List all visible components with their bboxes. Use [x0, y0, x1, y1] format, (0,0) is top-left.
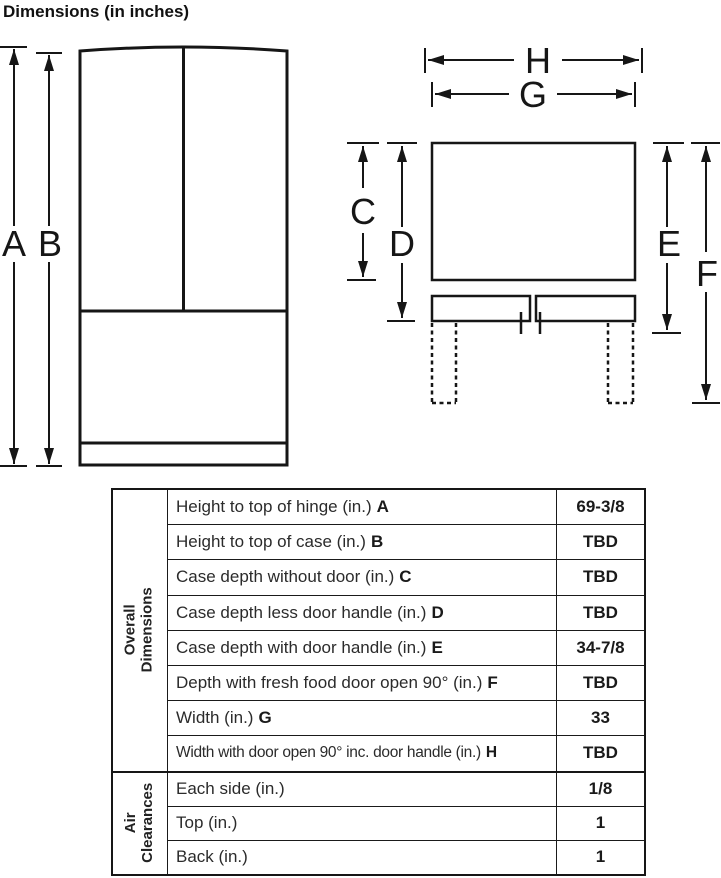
spec-label: Case depth without door (in.) C — [168, 560, 557, 594]
air-clearances-section — [113, 771, 644, 875]
section-header-line: Clearances — [139, 783, 156, 864]
spec-label: Width with door open 90° inc. door handle (in.) H — [168, 736, 557, 770]
table-row — [168, 490, 644, 525]
spec-value: TBD — [583, 602, 618, 622]
spec-value: TBD — [583, 673, 618, 693]
dimensions-table — [111, 488, 646, 876]
spec-label: Depth with fresh food door open 90° (in.) F — [168, 666, 557, 700]
table-row — [168, 596, 644, 631]
table-row — [168, 631, 644, 666]
table-row — [168, 773, 644, 807]
dim-label-a: A — [1, 223, 27, 264]
spec-value: TBD — [583, 743, 618, 763]
section-header-line: Air — [122, 812, 140, 834]
top-view-diagram — [432, 143, 635, 403]
section-header-line: Overall — [122, 604, 140, 656]
air-clearances-header — [113, 773, 168, 875]
table-row — [168, 560, 644, 595]
table-row — [168, 807, 644, 841]
spec-value: 1 — [595, 813, 606, 833]
table-row — [168, 736, 644, 770]
spec-label: Case depth less door handle (in.) D — [168, 596, 557, 630]
table-row — [168, 525, 644, 560]
dim-label-g: G — [518, 74, 548, 115]
spec-label: Back (in.) — [168, 841, 557, 874]
overall-dimensions-section — [113, 490, 644, 771]
dim-label-f: F — [696, 253, 718, 294]
overall-dimensions-header — [113, 490, 168, 771]
page-title: Dimensions (in inches) — [3, 2, 190, 21]
table-row — [168, 841, 644, 874]
dim-label-h: H — [525, 40, 551, 81]
dim-label-d: D — [389, 223, 415, 264]
spec-value: 1 — [595, 847, 606, 867]
front-view-diagram — [80, 47, 287, 466]
spec-value: 1/8 — [588, 779, 613, 799]
left-door-top — [432, 296, 530, 321]
dim-label-b: B — [37, 223, 63, 264]
spec-label: Height to top of hinge (in.) A — [168, 490, 557, 524]
spec-label: Each side (in.) — [168, 773, 557, 806]
table-row — [168, 701, 644, 736]
spec-value: TBD — [583, 532, 618, 552]
dim-label-c: C — [350, 191, 376, 232]
section-header-line: Dimensions — [139, 587, 156, 673]
spec-value: 69-3/8 — [576, 497, 625, 517]
table-row — [168, 666, 644, 701]
spec-label: Top (in.) — [168, 807, 557, 840]
case-outline — [432, 143, 635, 280]
right-door-top — [536, 296, 635, 321]
spec-label: Width (in.) G — [168, 701, 557, 735]
spec-label: Case depth with door handle (in.) E — [168, 631, 557, 665]
open-door-dashed-lines — [432, 323, 633, 403]
spec-label: Height to top of case (in.) B — [168, 525, 557, 559]
spec-value: 34-7/8 — [576, 637, 625, 657]
spec-value: 33 — [591, 708, 610, 728]
spec-value: TBD — [583, 567, 618, 587]
dim-label-e: E — [656, 223, 682, 264]
